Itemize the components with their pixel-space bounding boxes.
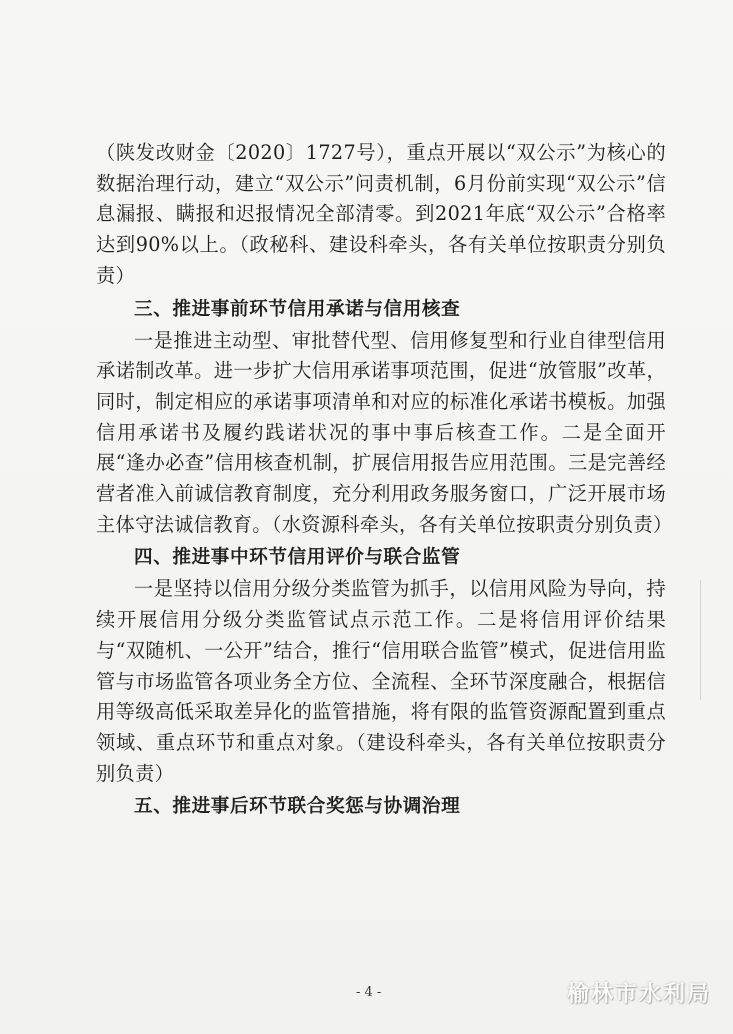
- paragraph-section-4: 一是坚持以信用分级分类监管为抓手，以信用风险为导向，持续开展信用分级分类监管试点示范工作。二是将信用评价结果与“双随机、一公开”结合，推行“信用联合监管”模式，促进信用监管与市场监管各项业务全方位、全流程、全环节深度融合，根据信用等级高低采取差异化的监管措施，将有限的监管资源配置到重点领域、重点环节和重点对象。（建设科牵头，各有关单位按职责分别负责）: [96, 577, 666, 785]
- scan-artifact-line: [700, 580, 701, 700]
- section-heading-4: 四、推进事中环节信用评价与联合监管: [134, 547, 461, 569]
- section-heading-3: 三、推进事前环节信用承诺与信用核查: [134, 298, 461, 320]
- document-body: [96, 138, 673, 823]
- section-heading-5: 五、推进事后环节联合奖惩与协调治理: [134, 796, 461, 818]
- paragraph-intro: （陕发改财金〔2020〕1727号），重点开展以“双公示”为核心的数据治理行动，建立“双公示”问责机制，6月份前实现“双公示”信息漏报、瞒报和迟报情况全部清零。到2021年底“双公示”合格率达到90%以上。（政秘科、建设科牵头，各有关单位按职责分别负责）: [96, 141, 666, 287]
- page-number: - 4 -: [356, 985, 382, 1000]
- watermark-text: 榆林市水利局: [566, 982, 711, 1007]
- paragraph-section-3: 一是推进主动型、审批替代型、信用修复型和行业自律型信用承诺制改革。进一步扩大信用承诺事项范围，促进“放管服”改革，同时，制定相应的承诺事项清单和对应的标准化承诺书模板。加强信用承诺书及履约践诺状况的事中事后核查工作。二是全面开展“逢办必查”信用核查机制，扩展信用报告应用范围。三是完善经营者准入前诚信教育制度，充分利用政务服务窗口，广泛开展市场主体守法诚信教育。（水资源科牵头，各有关单位按职责分别负责）: [96, 328, 673, 536]
